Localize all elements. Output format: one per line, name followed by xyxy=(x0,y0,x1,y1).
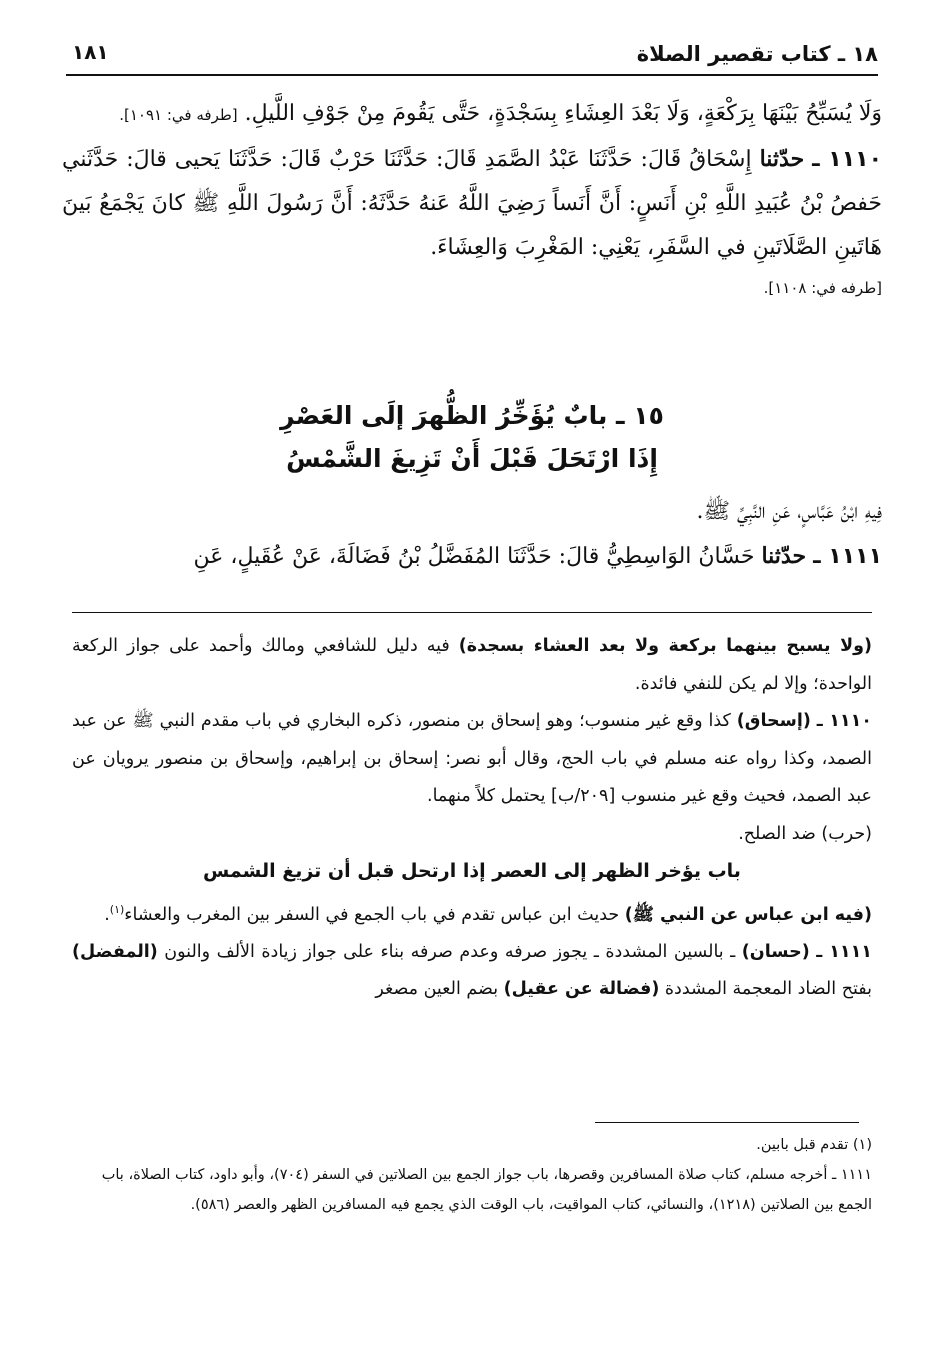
footnote-ref[interactable]: (١) xyxy=(109,902,125,916)
hadith-1111-block xyxy=(62,490,882,579)
footnote-1: (١) تقدم قبل بابين. xyxy=(756,1137,872,1153)
commentary-paragraph: (فيه ابن عباس عن النبي ﷺ) حديث ابن عباس تقدم في باب الجمع في السفر بين المغرب والعشاء$^{(١)}$. xyxy=(104,902,872,925)
chapter-title: ١٨ ـ كتاب تقصير الصلاة xyxy=(636,42,878,66)
commentary-sub-heading: باب يؤخر الظهر إلى العصر إذا ارتحل قبل أن تزيغ الشمس xyxy=(203,860,741,882)
footnote-rule xyxy=(595,1122,859,1123)
hadith-1110 xyxy=(62,137,882,270)
bab-heading-line-1: ١٥ ـ بابٌ يُؤَخِّرُ الظُّهرَ إلَى العَصْرِ xyxy=(280,401,664,430)
bab-intro: فِيهِ ابْنُ عَبَّاسٍ، عَنِ النَّبِيِّ ﷺ. xyxy=(696,499,882,524)
hadith-prev-reference: [طرفه في: ١٠٩١]. xyxy=(119,106,238,124)
hadith-main-text xyxy=(62,92,882,305)
hadith-1111 xyxy=(62,534,882,579)
hadith-text: حَسَّانُ الوَاسِطِيُّ قالَ: حَدَّثَنَا المُفَضَّلُ بْنُ فَضَالَةَ، عَنْ عُقَيلٍ، عَنِ xyxy=(193,544,755,569)
bab-heading xyxy=(62,394,882,480)
hadith-prev-text: وَلَا يُسَبِّحُ بَيْنَهَا بِرَكْعَةٍ، وَلَا بَعْدَ العِشَاءِ بِسَجْدَةٍ، حَتَّى يَقُومَ مِنْ جَوْفِ اللَّيلِ. xyxy=(244,101,882,126)
commentary-divider xyxy=(72,612,872,613)
bab-heading-line-2: إِذَا ارْتَحَلَ قَبْلَ أَنْ تَزِيغَ الشَّمْسُ xyxy=(286,444,658,473)
header-rule xyxy=(66,74,878,76)
commentary xyxy=(72,628,872,1009)
hadith-number: ١١١٠ ـ xyxy=(812,147,882,172)
page-header xyxy=(66,40,878,76)
hadith-opening: حدّثنا xyxy=(761,543,807,569)
commentary-paragraph: (ولا يسبح بينهما بركعة ولا بعد العشاء بسجدة) فيه دليل للشافعي ومالك وأحمد على جواز الركعة الواحدة؛ وإلا لم يكن للنفي فائدة. xyxy=(72,636,872,694)
hadith-number: ١١١١ ـ xyxy=(813,544,882,569)
page-number: ١٨١ xyxy=(72,40,109,64)
hadith-prev-end xyxy=(62,92,882,137)
footnotes xyxy=(72,1130,872,1220)
commentary-paragraph: ١١١١ ـ (حسان) ـ بالسين المشددة ـ يجوز صرفه وعدم صرفه بناء على جواز زيادة الألف والنون (المفضل) بفتح الضاد المعجمة المشددة (فضالة عن عقيل) بضم العين مصغر xyxy=(72,941,872,1000)
hadith-opening: حدّثنا xyxy=(759,146,805,172)
footnote-takhrij: ١١١١ ـ أخرجه مسلم، كتاب صلاة المسافرين وقصرها، باب جواز الجمع بين الصلاتين في السفر (٧٠٤)، وأبو داود، كتاب الصلاة، باب الجمع بين الصلاتين (١٢١٨)، والنسائي، كتاب المواقيت، باب الوقت الذي يجمع فيه المسافرين الظهر والعصر (٥٨٦). xyxy=(101,1167,872,1213)
commentary-paragraph: ١١١٠ ـ (إسحاق) كذا وقع غير منسوب؛ وهو إسحاق بن منصور، ذكره البخاري في باب مقدم النبي ﷺ عن عبد الصمد، وكذا رواه عنه مسلم في باب الحج، وقال أبو نصر: إسحاق بن إبراهيم، وإسحاق بن منصور يرويان عن عبد الصمد، فحيث وقع غير منسوب [٢٠٩/ب] يحتمل كلاً منهما. xyxy=(72,711,872,806)
hadith-1110-reference: [طرفه في: ١١٠٨]. xyxy=(763,279,882,297)
commentary-paragraph: (حرب) ضد الصلح. xyxy=(738,823,872,844)
hadith-text: إِسْحَاقُ قَالَ: حَدَّثَنَا عَبْدُ الصَّمَدِ قَالَ: حَدَّثَنَا حَرْبٌ قَالَ: حَدَّثَنَا يَحيى قالَ: حَدَّثَني حَفصُ بْنُ عُبَيدِ اللَّهِ بْنِ أَنَسٍ: أَنَّ أَنَساً رَضِيَ اللَّهُ عَنهُ حَدَّثَهُ: أَنَّ رَسُولَ اللَّهِ ﷺ كانَ يَجْمَعُ بَينَ هَاتَينِ الصَّلَاتَينِ في السَّفَرِ، يَعْنِي: المَغْرِبَ وَالعِشَاءَ. xyxy=(62,147,883,260)
